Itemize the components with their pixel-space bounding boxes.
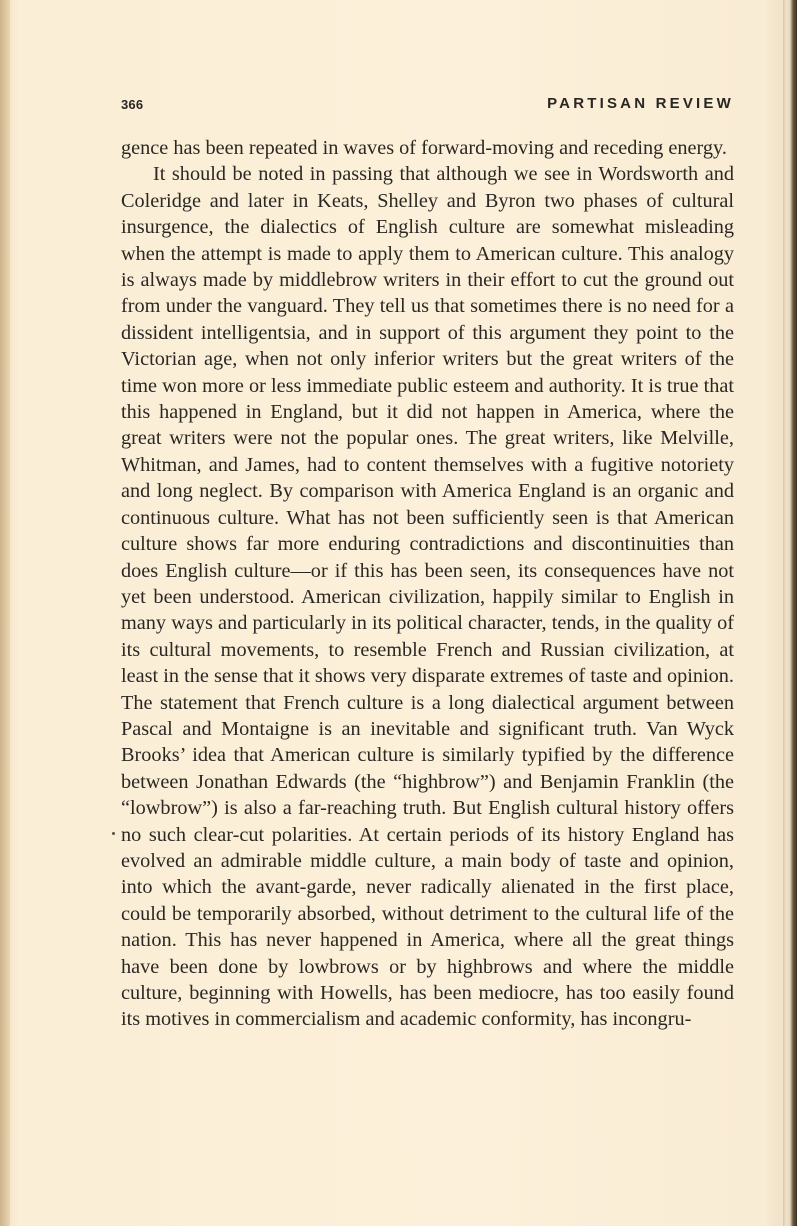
page-number: 366	[121, 97, 144, 112]
margin-mark	[112, 832, 115, 835]
journal-title: PARTISAN REVIEW	[547, 95, 734, 112]
paragraph: It should be noted in passing that although we see in Wordsworth and Coleridge and later in Keats, Shelley and Byron two phases of cultural insurgence, the dialectics of English culture are somewhat misleading when the attempt is made to apply them to American culture. This analogy is always made by middlebrow writers in their effort to cut the ground out from under the vanguard. They tell us that sometimes there is no need for a dissident intelligentsia, and in support of this argument they point to the Victorian age, when not only inferior writers but the great writers of the time won more or less immediate public esteem and authority. It is true that this happened in England, but it did not happen in America, where the great writers were not the popular ones. The great writers, like Melville, Whitman, and James, had to content themselves with a fugitive notoriety and long neglect. By comparison with America England is an organic and continuous culture. What has not been sufficiently seen is that American culture shows far more enduring contradictions and discontinuities than does English culture—or if this has been seen, its consequences have not yet been understood. American civilization, happily similar to English in many ways and particularly in its political character, tends, in the quality of its cultural movements, to resemble French and Russian civilization, at least in the sense that it shows very disparate extremes of taste and opinion. The statement that French culture is a long dialectical argument between Pascal and Montaigne is an inevitable and significant truth. Van Wyck Brooks’ idea that American culture is similarly typified by the difference between Jonathan Edwards (the “highbrow”) and Benjamin Franklin (the “lowbrow”) is also a far-reaching truth. But English cultural history offers no such clear-cut polarities. At certain periods of its history England has evolved an admirable middle culture, a main body of taste and opinion, into which the avant-garde, never radically alienated in the first place, could be temporarily absorbed, without detriment to the cultural life of the nation. This has never happened in America, where all the great things have been done by lowbrows or by highbrows and where the middle culture, beginning with Howells, has been mediocre, has too easily found its motives in commercialism and academic conformity, has incongru-	[121, 163, 734, 1031]
page-gutter	[0, 0, 10, 1226]
page-edge	[783, 0, 797, 1226]
paragraph-continuation: gence has been repeated in waves of forward-moving and receding energy.	[121, 137, 727, 159]
running-head	[121, 95, 734, 119]
body-text	[121, 135, 734, 1033]
